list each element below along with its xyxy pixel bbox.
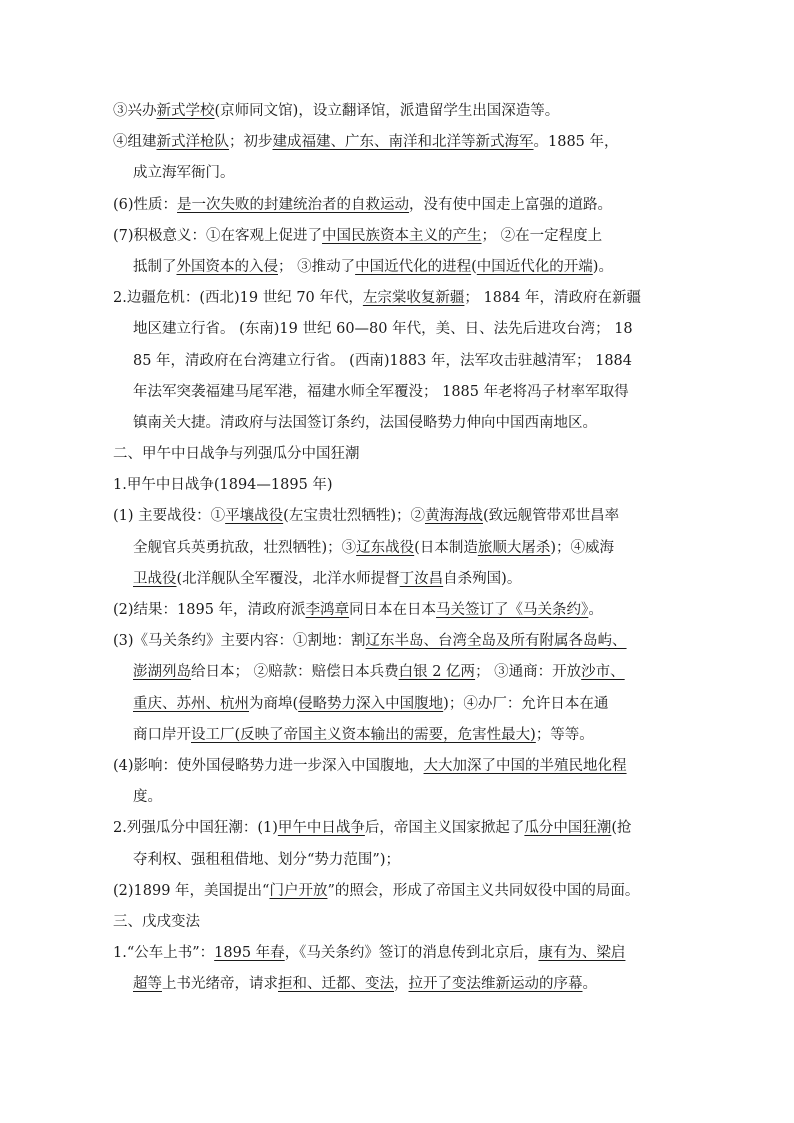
underlined-phrase: 瓜分中国狂潮 bbox=[524, 820, 612, 837]
text-line: (6)性质：是一次失败的封建统治者的自救运动，没有使中国走上富强的道路。 bbox=[113, 196, 613, 213]
text-line: 卫战役(北洋舰队全军覆没，北洋水师提督丁汝昌自杀殉国)。 bbox=[133, 570, 522, 587]
text-line: 夺利权、强租租借地、划分“势力范围”)； bbox=[133, 851, 400, 868]
text-line: 全舰官兵英勇抗敌，壮烈牺牲)；③辽东战役(日本制造旅顺大屠杀)；④威海 bbox=[133, 539, 614, 556]
underlined-phrase: 外国资本的入侵 bbox=[176, 258, 278, 275]
underlined-phrase: 甲午中日战争 bbox=[277, 820, 365, 837]
underlined-phrase: 沙市、 bbox=[581, 664, 625, 681]
underlined-phrase: 1895 年春 bbox=[214, 945, 285, 962]
text-line: 商口岸开设工厂(反映了帝国主义资本输出的需要，危害性最大)；等等。 bbox=[133, 726, 594, 743]
underlined-phrase: 旅顺大屠杀 bbox=[477, 539, 551, 556]
text-line: 抵制了外国资本的入侵； ③推动了中国近代化的进程(中国近代化的开端)。 bbox=[133, 258, 613, 275]
underlined-phrase: 康有为、梁启 bbox=[538, 945, 626, 962]
underlined-phrase: 超等 bbox=[133, 976, 162, 993]
underlined-phrase: 平壤战役 bbox=[225, 508, 284, 525]
text-line: 2.列强瓜分中国狂潮：(1)甲午中日战争后，帝国主义国家掀起了瓜分中国狂潮(抢 bbox=[113, 820, 632, 837]
underlined-phrase: 新式学校 bbox=[156, 103, 215, 119]
underlined-phrase: 大大加深了中国的半殖民地化程 bbox=[423, 757, 627, 774]
text-line: 成立海军衙门。 bbox=[133, 165, 235, 182]
text-line: (7)积极意义：①在客观上促进了中国民族资本主义的产生； ②在一定程度上 bbox=[113, 227, 603, 244]
section-heading: 三、戊戌变法 bbox=[113, 913, 200, 930]
text-line: (2)结果：1895 年，清政府派李鸿章同日本在日本马关签订了《马关条约》。 bbox=[113, 602, 603, 618]
text-line: ④组建新式洋枪队；初步建成福建、广东、南洋和北洋等新式海军。1885 年， bbox=[113, 134, 619, 151]
text-line: 澎湖列岛给日本； ②赔款：赔偿日本兵费白银 2 亿两； ③通商：开放沙市、 bbox=[133, 664, 625, 681]
text-line: (1) 主要战役：①平壤战役(左宝贵壮烈牺牲)；②黄海海战(致远舰管带邓世昌率 bbox=[113, 508, 620, 525]
text-line: 地区建立行省。 (东南)19 世纪 60—80 年代，美、日、法先后进攻台湾； 18 bbox=[133, 321, 633, 338]
underlined-phrase: 卫战役 bbox=[133, 570, 177, 587]
underlined-phrase: 辽东战役 bbox=[356, 539, 415, 556]
underlined-phrase: 中国民族资本主义的产生 bbox=[322, 227, 482, 244]
document-page bbox=[113, 96, 683, 1000]
text-line: (2)1899 年，美国提出“门户开放”的照会，形成了帝国主义共同奴役中国的局面。 bbox=[113, 882, 640, 899]
text-line: 度。 bbox=[133, 789, 162, 806]
underlined-phrase: 黄海海战 bbox=[424, 508, 483, 525]
underlined-phrase: 拒和、迁都、变法 bbox=[278, 976, 394, 993]
underlined-phrase: 新式洋枪队 bbox=[156, 134, 229, 151]
text-line: 镇南关大捷。清政府与法国签订条约，法国侵略势力伸向中国西南地区。 bbox=[133, 414, 597, 431]
text-line: 重庆、苏州、杭州为商埠(侵略势力深入中国腹地)；④办厂：允许日本在通 bbox=[133, 695, 609, 712]
underlined-phrase: 是一次失败的封建统治者的自救运动 bbox=[177, 196, 410, 213]
underlined-phrase: 丁汝昌 bbox=[399, 570, 444, 587]
section-heading: 二、甲午中日战争与列强瓜分中国狂潮 bbox=[113, 446, 360, 463]
underlined-phrase: 设工厂(反映了帝国主义资本输出的需要，危害性最大) bbox=[191, 726, 536, 743]
text-line: 年法军突袭福建马尾军港，福建水师全军覆没； 1885 年老将冯子材率军取得 bbox=[133, 383, 629, 400]
underlined-phrase: 马关签订了《马关条约》 bbox=[436, 602, 589, 618]
underlined-phrase: 中国近代化的进程 bbox=[355, 258, 472, 275]
text-line: ③兴办新式学校(京师同文馆)，设立翻译馆，派遣留学生出国深造等。 bbox=[113, 103, 560, 119]
text-line: 85 年，清政府在台湾建立行省。 (西南)1883 年，法军攻击驻越清军； 1884 bbox=[133, 352, 633, 369]
underlined-phrase: 建成福建、广东、南洋和北洋等新式海军 bbox=[272, 134, 534, 151]
underlined-phrase: 左宗棠收复新疆 bbox=[362, 290, 465, 307]
underlined-phrase: 辽东半岛、台湾全岛及所有附属各岛屿、 bbox=[365, 633, 627, 650]
text-line: (3)《马关条约》主要内容：①割地：割辽东半岛、台湾全岛及所有附属各岛屿、 bbox=[113, 633, 627, 650]
text-line: 2.边疆危机：(西北)19 世纪 70 年代，左宗棠收复新疆； 1884 年，清政府在新疆 bbox=[113, 290, 642, 307]
underlined-phrase: 澎湖列岛 bbox=[133, 664, 191, 681]
subsection-heading: 1.甲午中日战争(1894—1895 年) bbox=[113, 477, 333, 494]
underlined-phrase: 侵略势力深入中国腹地 bbox=[298, 695, 444, 712]
text-line: (4)影响：使外国侵略势力进一步深入中国腹地，大大加深了中国的半殖民地化程 bbox=[113, 757, 627, 774]
underlined-phrase: 重庆、苏州、杭州 bbox=[133, 695, 249, 712]
text-line: 1.“公车上书”：1895 年春，《马关条约》签订的消息传到北京后，康有为、梁启 bbox=[113, 945, 626, 962]
underlined-phrase: 李鸿章 bbox=[305, 602, 350, 618]
text-line: 超等上书光绪帝，请求拒和、迁都、变法，拉开了变法维新运动的序幕。 bbox=[133, 976, 597, 993]
underlined-phrase: 拉开了变法维新运动的序幕 bbox=[408, 976, 583, 993]
underlined-phrase: 白银 2 亿两 bbox=[398, 664, 476, 681]
underlined-phrase: 门户开放 bbox=[269, 882, 328, 899]
underlined-phrase: 中国近代化的开端 bbox=[476, 258, 593, 275]
